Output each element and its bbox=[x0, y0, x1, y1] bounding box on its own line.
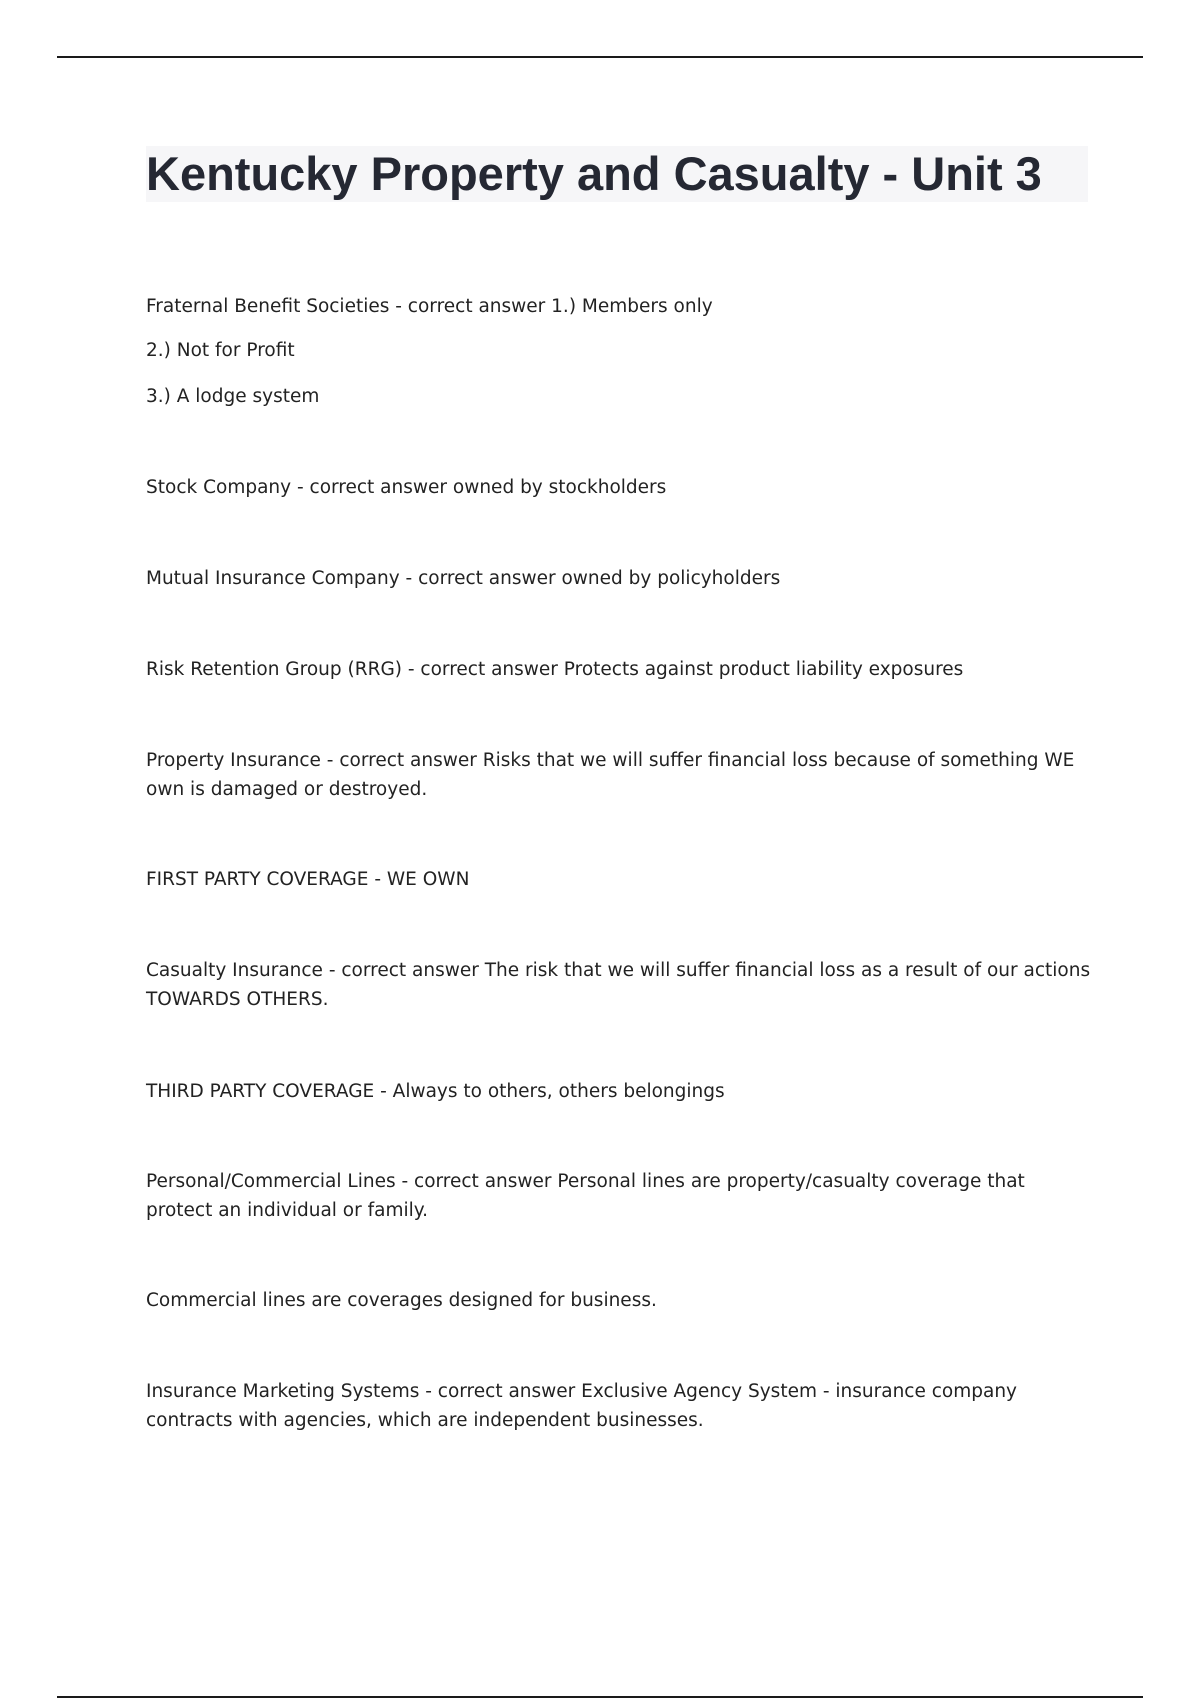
paragraph-risk-retention-group: Risk Retention Group (RRG) - correct answer Protects against product liability exposures bbox=[146, 659, 964, 680]
top-rule bbox=[57, 56, 1143, 58]
paragraph-property-insurance: Property Insurance - correct answer Risks that we will suffer financial loss because of something WE own is damaged or destroyed. bbox=[146, 750, 1075, 800]
paragraph-lodge-system: 3.) A lodge system bbox=[146, 386, 320, 407]
paragraph-first-party-coverage: FIRST PARTY COVERAGE - WE OWN bbox=[146, 869, 470, 890]
paragraph-insurance-marketing-systems: Insurance Marketing Systems - correct answer Exclusive Agency System - insurance company contracts with agencies, which are independent businesses. bbox=[146, 1381, 1018, 1431]
document-title: Kentucky Property and Casualty - Unit 3 bbox=[146, 147, 1042, 200]
paragraph-personal-commercial-lines: Personal/Commercial Lines - correct answer Personal lines are property/casualty coverage that protect an individual or family. bbox=[146, 1171, 1025, 1221]
paragraph-third-party-coverage: THIRD PARTY COVERAGE - Always to others, others belongings bbox=[146, 1081, 725, 1102]
bottom-rule bbox=[57, 1696, 1143, 1698]
paragraph-casualty-insurance: Casualty Insurance - correct answer The risk that we will suffer financial loss as a result of our actions TOWARDS OTHERS. bbox=[146, 960, 1091, 1010]
paragraph-commercial-lines: Commercial lines are coverages designed for business. bbox=[146, 1290, 657, 1311]
paragraph-fraternal-benefit-societies: Fraternal Benefit Societies - correct answer 1.) Members only bbox=[146, 296, 713, 317]
paragraph-not-for-profit: 2.) Not for Profit bbox=[146, 340, 295, 361]
paragraph-mutual-insurance-company: Mutual Insurance Company - correct answer owned by policyholders bbox=[146, 568, 781, 589]
paragraph-stock-company: Stock Company - correct answer owned by stockholders bbox=[146, 477, 667, 498]
